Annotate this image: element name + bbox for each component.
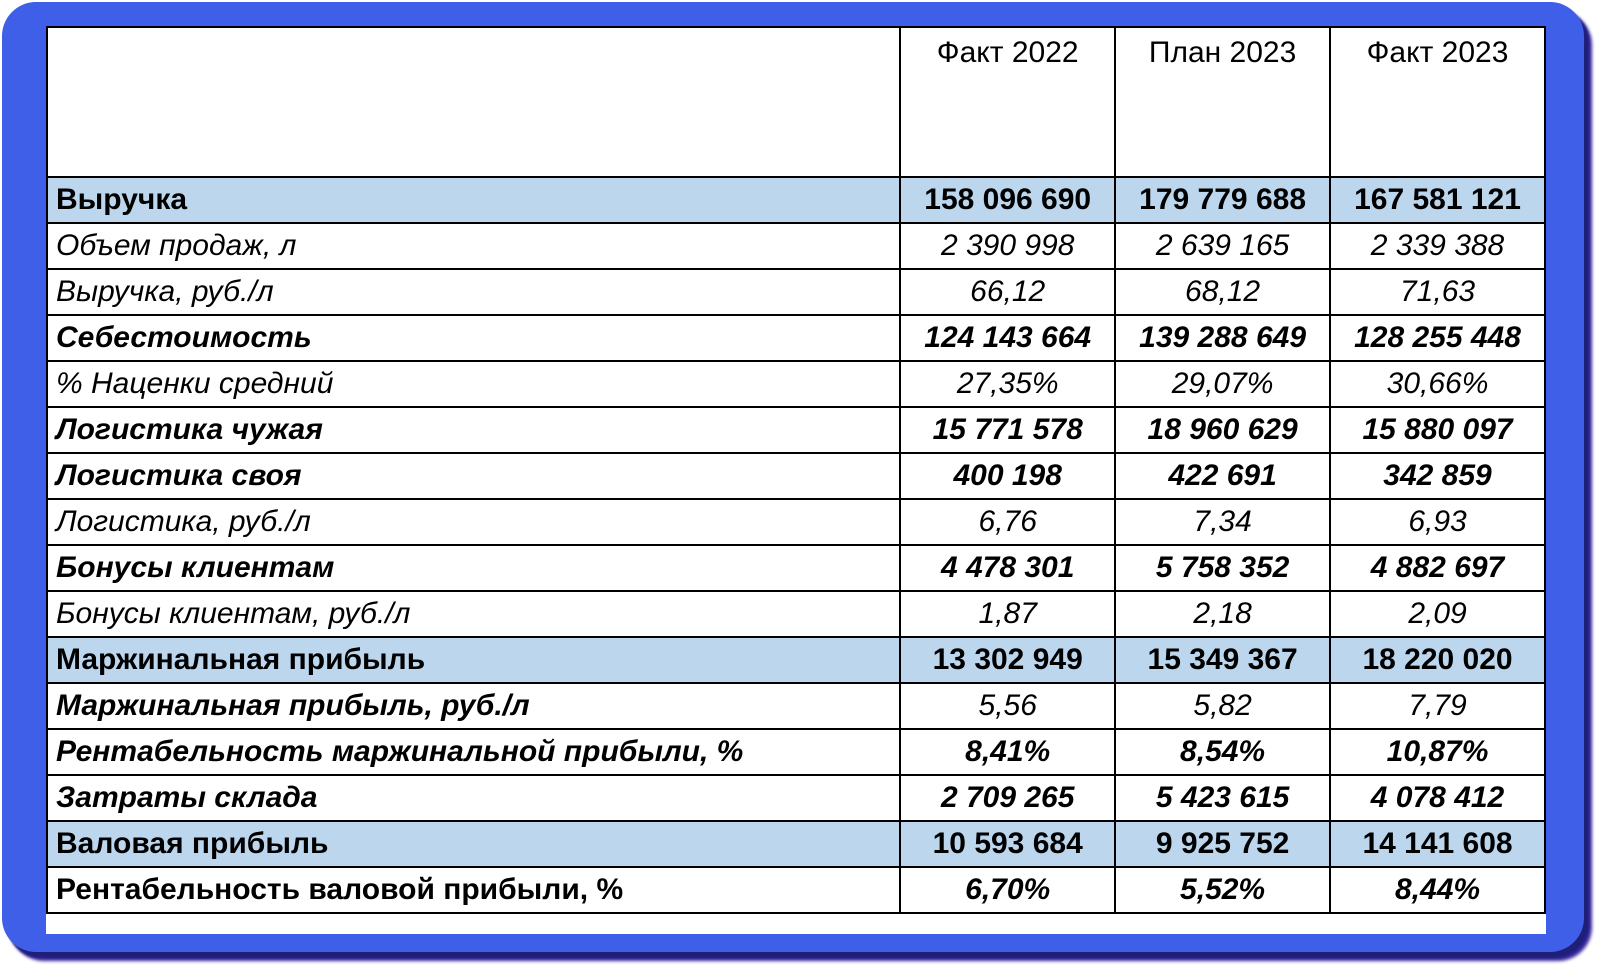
table-row (47, 545, 1545, 591)
table-row (47, 775, 1545, 821)
cell-value: 2,18 (1115, 591, 1330, 637)
table-row (47, 683, 1545, 729)
table-row (47, 637, 1545, 683)
cell-value: 18 220 020 (1330, 637, 1545, 683)
cell-value: 7,79 (1330, 683, 1545, 729)
table-row (47, 361, 1545, 407)
cell-value: 8,44% (1330, 867, 1545, 913)
cell-value: 124 143 664 (900, 315, 1115, 361)
cell-value: 15 880 097 (1330, 407, 1545, 453)
row-label: Объем продаж, л (47, 223, 900, 269)
row-label: Валовая прибыль (47, 821, 900, 867)
row-label: Маржинальная прибыль (47, 637, 900, 683)
cell-value: 5,56 (900, 683, 1115, 729)
row-label: Логистика чужая (47, 407, 900, 453)
row-label: Выручка, руб./л (47, 269, 900, 315)
cell-value: 2 709 265 (900, 775, 1115, 821)
header-row (47, 27, 1545, 177)
cell-value: 66,12 (900, 269, 1115, 315)
row-label: Рентабельность валовой прибыли, % (47, 867, 900, 913)
cell-value: 2 639 165 (1115, 223, 1330, 269)
cell-value: 9 925 752 (1115, 821, 1330, 867)
row-label: Логистика, руб./л (47, 499, 900, 545)
cell-value: 10 593 684 (900, 821, 1115, 867)
cell-value: 68,12 (1115, 269, 1330, 315)
cell-value: 8,54% (1115, 729, 1330, 775)
cell-value: 179 779 688 (1115, 177, 1330, 223)
table-row (47, 269, 1545, 315)
cell-value: 400 198 (900, 453, 1115, 499)
cell-value: 30,66% (1330, 361, 1545, 407)
cell-value: 6,93 (1330, 499, 1545, 545)
cell-value: 5 758 352 (1115, 545, 1330, 591)
blue-frame (2, 2, 1584, 952)
cell-value: 422 691 (1115, 453, 1330, 499)
table-row (47, 867, 1545, 913)
header-cell-fact-2022: Факт 2022 (900, 27, 1115, 177)
row-label: Маржинальная прибыль, руб./л (47, 683, 900, 729)
row-label: Бонусы клиентам (47, 545, 900, 591)
table-row (47, 223, 1545, 269)
cell-value: 8,41% (900, 729, 1115, 775)
cell-value: 2 390 998 (900, 223, 1115, 269)
cell-value: 18 960 629 (1115, 407, 1330, 453)
spreadsheet (46, 26, 1546, 934)
cell-value: 6,70% (900, 867, 1115, 913)
cell-value: 5,52% (1115, 867, 1330, 913)
header-cell-plan-2023: План 2023 (1115, 27, 1330, 177)
table-row (47, 591, 1545, 637)
cell-value: 5 423 615 (1115, 775, 1330, 821)
cell-value: 6,76 (900, 499, 1115, 545)
row-label: Выручка (47, 177, 900, 223)
header-cell-fact-2023: Факт 2023 (1330, 27, 1545, 177)
cell-value: 4 882 697 (1330, 545, 1545, 591)
table-row (47, 499, 1545, 545)
cell-value: 13 302 949 (900, 637, 1115, 683)
cell-value: 139 288 649 (1115, 315, 1330, 361)
table-row (47, 177, 1545, 223)
cell-value: 71,63 (1330, 269, 1545, 315)
cell-value: 15 771 578 (900, 407, 1115, 453)
cell-value: 2 339 388 (1330, 223, 1545, 269)
cell-value: 5,82 (1115, 683, 1330, 729)
table-row (47, 821, 1545, 867)
cell-value: 4 478 301 (900, 545, 1115, 591)
table-row (47, 729, 1545, 775)
table-row (47, 407, 1545, 453)
row-label: Себестоимость (47, 315, 900, 361)
cell-value: 1,87 (900, 591, 1115, 637)
cell-value: 342 859 (1330, 453, 1545, 499)
cell-value: 14 141 608 (1330, 821, 1545, 867)
table-row (47, 315, 1545, 361)
cell-value: 10,87% (1330, 729, 1545, 775)
cell-value: 7,34 (1115, 499, 1330, 545)
financial-table (46, 26, 1546, 914)
cell-value: 128 255 448 (1330, 315, 1545, 361)
cell-value: 167 581 121 (1330, 177, 1545, 223)
cell-value: 15 349 367 (1115, 637, 1330, 683)
cell-value: 29,07% (1115, 361, 1330, 407)
row-label: Бонусы клиентам, руб./л (47, 591, 900, 637)
cell-value: 4 078 412 (1330, 775, 1545, 821)
row-label: Рентабельность маржинальной прибыли, % (47, 729, 900, 775)
row-label: Логистика своя (47, 453, 900, 499)
cell-value: 2,09 (1330, 591, 1545, 637)
cell-value: 27,35% (900, 361, 1115, 407)
table-row (47, 453, 1545, 499)
header-cell-label (47, 27, 900, 177)
cell-value: 158 096 690 (900, 177, 1115, 223)
row-label: % Наценки средний (47, 361, 900, 407)
row-label: Затраты склада (47, 775, 900, 821)
